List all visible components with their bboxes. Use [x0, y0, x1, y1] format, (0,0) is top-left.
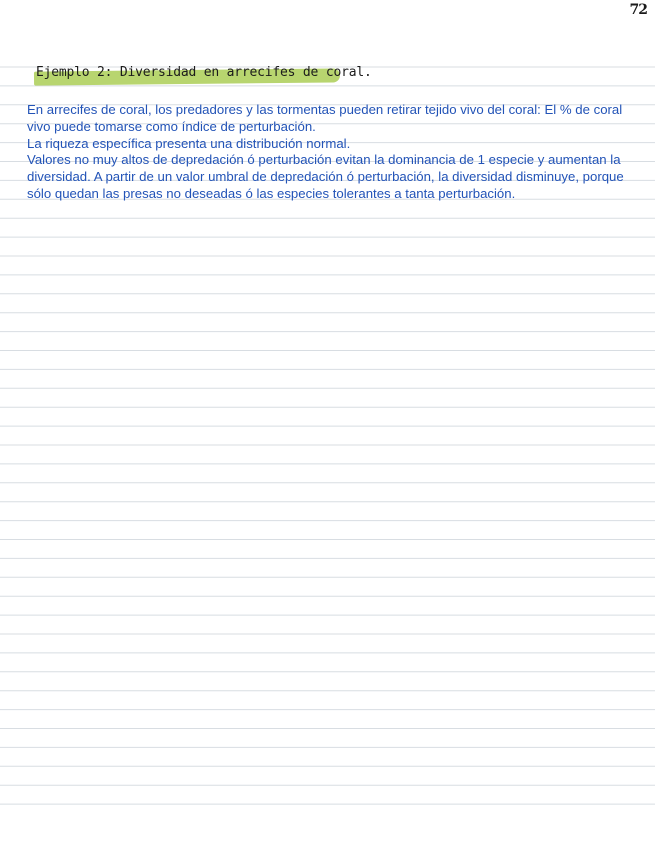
- paragraph-2: La riqueza específica presenta una distribución normal.: [27, 135, 351, 151]
- heading-text: Ejemplo 2: Diversidad en arrecifes de coral.: [36, 65, 372, 80]
- paragraph-3: Valores no muy altos de depredación ó perturbación evitan la dominancia de 1 especie y aumentan la diversidad. A partir de un valor umbral de depredación ó perturbación, la diversidad disminuye, porque sólo quedan las presas no deseadas ó las especies tolerantes a tanta perturbación.: [27, 152, 624, 201]
- heading: [34, 62, 372, 84]
- body-text: [27, 102, 627, 203]
- page-number: 72: [629, 2, 647, 18]
- paragraph-1: En arrecifes de coral, los predadores y las tormentas pueden retirar tejido vivo del coral: El % de coral vivo puede tomarse como índice de perturbación.: [27, 102, 623, 134]
